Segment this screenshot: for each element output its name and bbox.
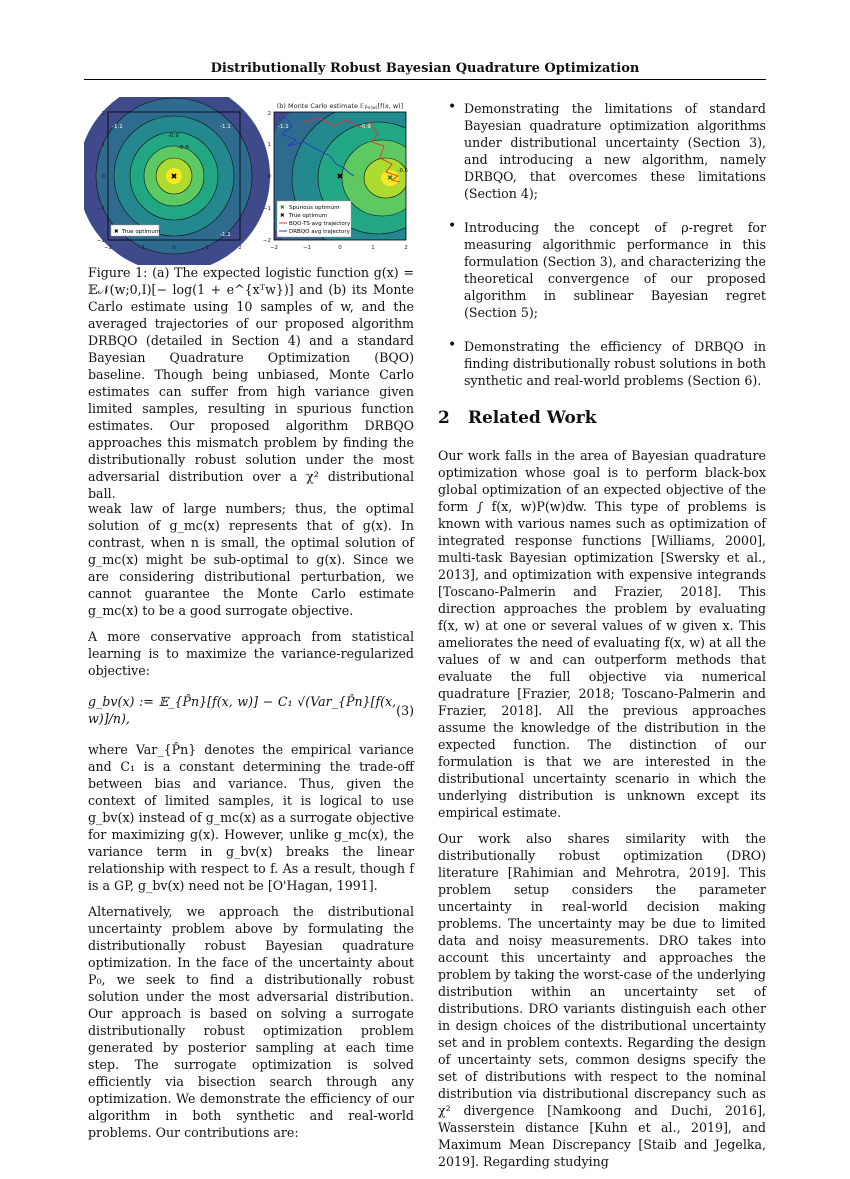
bullet-icon: •: [448, 99, 457, 115]
true-optimum-marker: ✖: [336, 172, 344, 181]
paragraph: weak law of large numbers; thus, the optimal solution of g_mc(x) represents that of g(x). In contrast, when n is small, the optimal solution of g_mc(x) might be sub-optimal to g(x). Since we are considering distributional perturbation, we cannot guarantee the Monte Carlo estimate g_mc(x) to be a good surrogate objective.: [88, 501, 414, 618]
list-item: • Demonstrating the limitations of standard Bayesian quadrature optimization algorithms under distributional uncertainty (Section 3), and introducing a new algorithm, namely DRBQO, that overcomes these limitations (Section 4);: [448, 99, 766, 201]
bullet-icon: •: [448, 337, 457, 353]
spurious-optimum-marker: ✖: [387, 174, 393, 182]
svg-text:Spurious optimum: Spurious optimum: [289, 205, 340, 211]
equation-3: [88, 693, 414, 727]
x-tick: −2: [269, 245, 279, 251]
x-tick: −1: [302, 245, 312, 251]
paragraph: Alternatively, we approach the distributional uncertainty problem above by formulating the distributionally robust Bayesian quadrature optimization. In the face of the uncertainty about P₀, we seek to find a distributionally robust solution under the most adversarial distribution. Our approach is based on solving a surrogate distributionally robust optimization problem generated by posterior sampling at each time step. The surrogate optimization is solved efficiently via bisection search through any optimization. We demonstrate the efficiency of our algorithm in both synthetic and real-world problems. Our contributions are:: [88, 904, 414, 1140]
section-number: 2: [438, 408, 450, 428]
x-tick: 1: [205, 245, 209, 251]
x-tick: 0: [172, 245, 176, 251]
paragraph: where Var_{P̂n} denotes the empirical variance and C₁ is a constant determining the trade-off between bias and variance. Thus, given the context of limited samples, it is logical to use g_bv(x) instead of g_mc(x) as a surrogate objective for maximizing g(x). However, unlike g_mc(x), the variance term in g_bv(x) breaks the linear relationship with respect to f. As a result, though f is a GP, g_bv(x) need not be [O'Hagan, 1991].: [88, 742, 414, 893]
x-tick: 1: [371, 245, 375, 251]
svg-text:✖: ✖: [114, 229, 119, 235]
right-column: [438, 100, 766, 1179]
running-header: Distributionally Robust Bayesian Quadrature Optimization: [210, 61, 640, 76]
y-tick: 2: [101, 111, 105, 117]
equation-number: (3): [396, 702, 414, 718]
svg-text:True optimum: True optimum: [289, 213, 328, 219]
y-tick: 0: [267, 174, 271, 180]
bullet-icon: •: [448, 218, 457, 234]
y-tick: 1: [267, 142, 271, 148]
figure-caption: Figure 1: (a) The expected logistic function g(x) = 𝔼𝒩(w;0,I)[− log(1 + e^{xᵀw})] and (b) its Monte Carlo estimate using 10 samples of w, and the averaged trajectories of our proposed algorithm DRBQO (detailed in Section 4) and a standard Bayesian Quadrature Optimization (BQO) baseline. Though being unbiased, Monte Carlo estimates can suffer from high variance given limited samples, resulting in spurious function estimates. Our proposed algorithm DRBQO approaches this mismatch problem by finding the distributionally robust solution under the most adversarial distribution over a χ² distributional ball.: [88, 265, 414, 501]
panel-b-legend: [277, 201, 351, 237]
x-tick: −2: [103, 245, 113, 251]
list-item: • Introducing the concept of ρ-regret for measuring algorithmic performance in this formulation (Section 3), and characterizing the theoretical convergence of our proposed algorithm in sublinear Bayesian regret (Section 5);: [448, 218, 766, 320]
left-column: [88, 500, 414, 1150]
svg-text:DRBQO avg trajectory: DRBQO avg trajectory: [289, 229, 350, 235]
contour-label: -1.1: [220, 232, 231, 238]
x-tick: 0: [338, 245, 342, 251]
section-heading: [438, 407, 766, 429]
x-tick: 2: [238, 245, 242, 251]
contour-label: -0.8: [178, 145, 189, 151]
y-tick: 0: [101, 174, 105, 180]
contour-label: -0.9: [360, 124, 371, 130]
contributions-list: [438, 100, 766, 389]
header-rule: [84, 79, 766, 80]
contour-label: -0.9: [168, 133, 179, 139]
contour-label: -1.1: [112, 124, 123, 130]
contour-label: -0.6: [398, 168, 408, 174]
x-tick: −1: [136, 245, 146, 251]
section-title: Related Work: [467, 408, 597, 428]
contour-label: -1.1: [278, 124, 289, 130]
paragraph: A more conservative approach from statistical learning is to maximize the variance-regularized objective:: [88, 629, 414, 678]
svg-text:✖: ✖: [280, 205, 285, 211]
panel-a: [84, 97, 270, 265]
svg-text:BQO-TS avg trajectory: BQO-TS avg trajectory: [289, 221, 351, 227]
svg-text:✖: ✖: [280, 213, 285, 219]
equation-body: g_bv(x) := 𝔼_{P̂n}[f(x, w)] − C₁ √(Var_{P̂n}[f(x, w)]/n),: [88, 694, 397, 726]
y-tick: −2: [262, 238, 271, 244]
figure-1: [84, 97, 414, 265]
y-tick: 1: [101, 142, 105, 148]
y-tick: −2: [96, 238, 105, 244]
svg-text:True optimum: True optimum: [122, 229, 161, 235]
y-tick: −1: [96, 206, 105, 212]
panel-a-legend: [111, 225, 160, 236]
y-tick: −1: [262, 206, 271, 212]
paragraph: Our work falls in the area of Bayesian quadrature optimization whose goal is to perform black-box global optimization of an expected objective of the form ∫ f(x, w)P(w)dw. This type of problems is known with various names such as optimization of integrated response functions [Williams, 2000], multi-task Bayesian optimization [Swersky et al., 2013], and optimization with expensive integrands [Toscano-Palmerin and Frazier, 2018]. This direction approaches the problem by evaluating f(x, w) at one or several values of w given x. This ameliorates the need of evaluating f(x, w) at all the values of w and can outperform methods that evaluate the full objective via numerical quadrature [Frazier, 2018; Toscano-Palmerin and Frazier, 2018]. All the previous approaches assume the knowledge of the distribution in the expected function. The distinction of our formulation is that we are interested in the distributional uncertainty scenario in which the underlying distribution is unknown except its empirical estimate.: [438, 448, 766, 820]
panel-b-title: (b) Monte Carlo estimate 𝔼P̂n(w)[f(x, w)]: [276, 102, 404, 111]
list-item: • Demonstrating the efficiency of DRBQO in finding distributionally robust solutions in both synthetic and real-world problems (Section 6).: [448, 337, 766, 388]
y-tick: 2: [267, 111, 271, 117]
optimum-marker: ✖: [170, 172, 178, 181]
x-tick: 2: [404, 245, 408, 251]
contour-label: -1.1: [220, 124, 231, 130]
paragraph: Our work also shares similarity with the distributionally robust optimization (DRO) literature [Rahimian and Mehrotra, 2019]. This problem setup considers the parameter uncertainty in real-world decision making problems. The uncertainty may be due to limited data and noisy measurements. DRO takes into account this uncertainty and approaches the problem by taking the worst-case of the underlying distribution within an uncertainty set of distributions. DRO variants distinguish each other in design choices of the distributional uncertainty set and in problem contexts. Regarding the design of uncertainty sets, common designs specify the set of distributions with respect to the nominal distribution via distributional discrepancy such as χ² divergence [Namkoong and Duchi, 2016], Wasserstein distance [Kuhn et al., 2019], and Maximum Mean Discrepancy [Staib and Jegelka, 2019]. Regarding studying: [438, 831, 766, 1169]
